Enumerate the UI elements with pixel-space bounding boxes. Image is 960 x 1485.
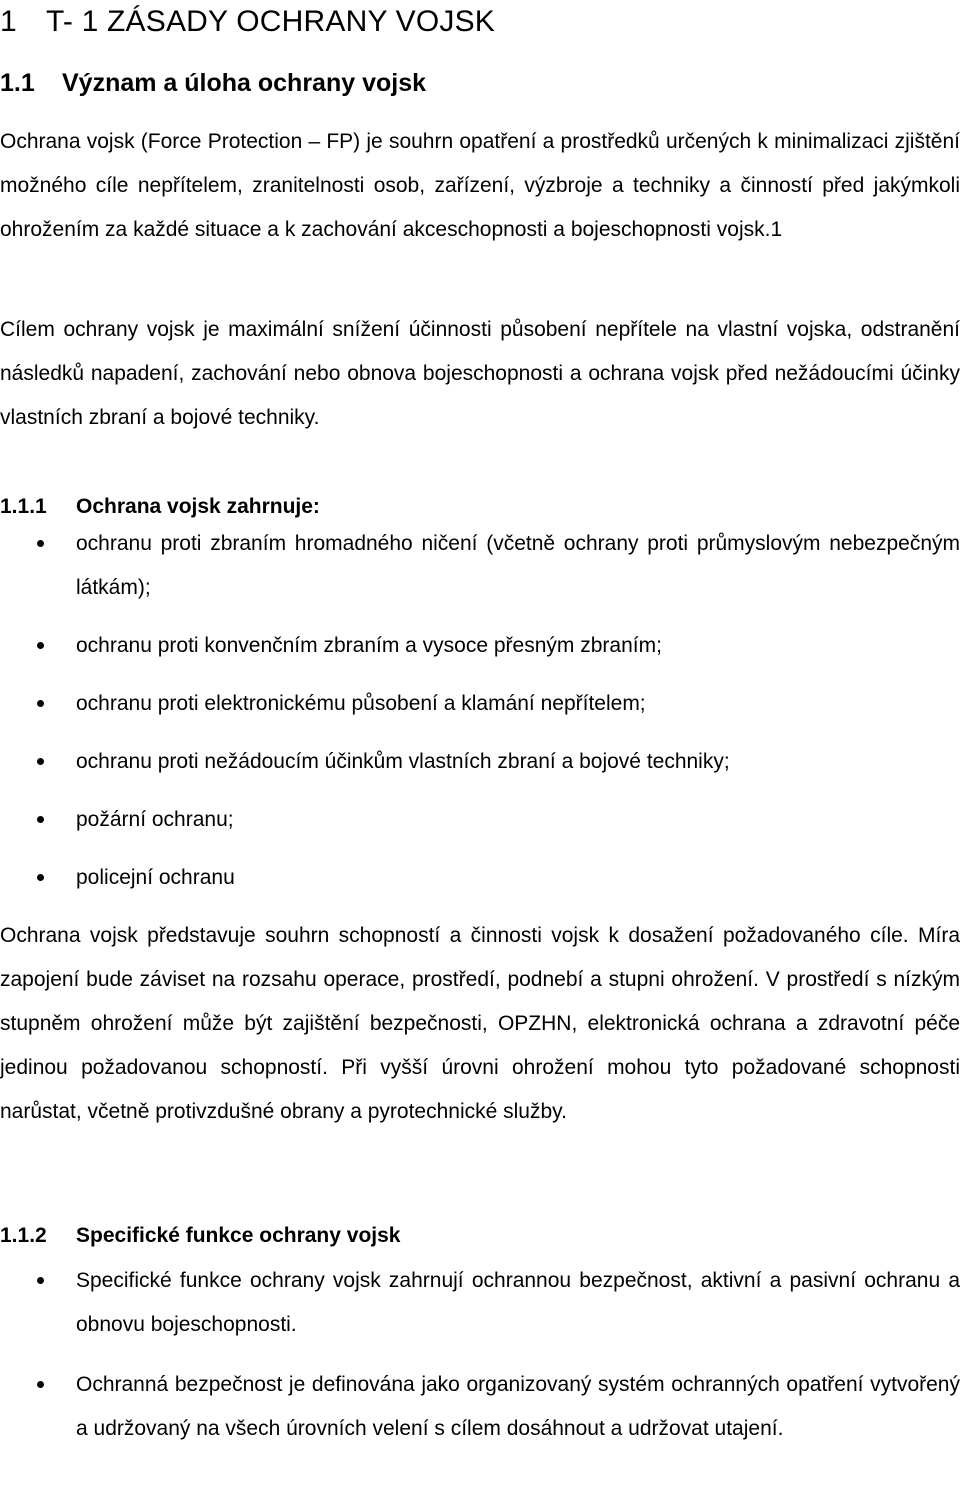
bullet-icon <box>37 874 44 881</box>
subsection-title: Ochrana vojsk zahrnuje: <box>76 495 320 518</box>
chapter-title: T- 1 ZÁSADY OCHRANY VOJSK <box>46 5 496 38</box>
bullet-icon <box>37 816 44 823</box>
bullet-icon <box>37 700 44 707</box>
list-item: ochranu proti nežádoucím účinkům vlastních zbraní a bojové techniky; <box>0 740 960 784</box>
list-item: Specifické funkce ochrany vojsk zahrnují ochrannou bezpečnost, aktivní a pasivní ochranu a obnovu bojeschopnosti. <box>0 1259 960 1347</box>
bullet-icon <box>37 1381 44 1388</box>
list-item: Ochranná bezpečnost je definována jako organizovaný systém ochranných opatření vytvořený a udržovaný na všech úrovních velení s cílem dosáhnout a udržovat utajení. <box>0 1363 960 1451</box>
list-item: ochranu proti konvenčním zbraním a vysoce přesným zbraním; <box>0 624 960 668</box>
chapter-number: 1 <box>0 5 17 38</box>
chapter-heading <box>0 2 495 42</box>
capabilities-paragraph: Ochrana vojsk představuje souhrn schopností a činnosti vojsk k dosažení požadovaného cíle. Míra zapojení bude záviset na rozsahu operace, prostředí, podnebí a stupni ohrožení. V prostředí s nízkým stupněm ohrožení může být zajištění bezpečnosti, OPZHN, elektronická ochrana a zdravotní péče jedinou požadovanou schopností. Při vyšší úrovni ohrožení mohou tyto požadované schopnosti narůstat, včetně protivzdušné obrany a pyrotechnické služby. <box>0 924 960 1123</box>
functions-list <box>0 1259 960 1451</box>
subsection-heading-1-1-2 <box>0 1221 400 1251</box>
subsection-number: 1.1.2 <box>0 1224 47 1247</box>
subsection-number: 1.1.1 <box>0 495 47 518</box>
subsection-heading-1-1-1 <box>0 492 320 522</box>
section-number: 1.1 <box>0 69 35 97</box>
list-item: ochranu proti elektronickému působení a klamání nepřítelem; <box>0 682 960 726</box>
definition-paragraph <box>0 120 960 252</box>
section-heading <box>0 65 426 101</box>
bullet-icon <box>37 642 44 649</box>
bullet-icon <box>37 540 44 547</box>
protection-list <box>0 522 960 900</box>
goal-paragraph: Cílem ochrany vojsk je maximální snížení účinnosti působení nepřítele na vlastní vojska, odstranění následků napadení, zachování nebo obnova bojeschopnosti a ochrana vojsk před nežádoucími účinky vlastních zbraní a bojové techniky. <box>0 318 960 429</box>
list-item: ochranu proti zbraním hromadného ničení (včetně ochrany proti průmyslovým nebezpečným látkám); <box>0 522 960 610</box>
list-item: policejní ochranu <box>0 856 960 900</box>
definition-text: Ochrana vojsk (Force Protection – FP) je souhrn opatření a prostředků určených k minimalizaci zjištění možného cíle nepřítelem, zranitelnosti osob, zařízení, výzbroje a techniky a činností před jakýmkoli ohrožením za každé situace a k zachování akceschopnosti a bojeschopnosti vojsk. <box>0 130 960 241</box>
section-title: Význam a úloha ochrany vojsk <box>62 69 427 97</box>
bullet-icon <box>37 1277 44 1284</box>
footnote-marker: 1 <box>770 218 783 241</box>
bullet-icon <box>37 758 44 765</box>
list-item: požární ochranu; <box>0 798 960 842</box>
subsection-title: Specifické funkce ochrany vojsk <box>76 1224 401 1247</box>
